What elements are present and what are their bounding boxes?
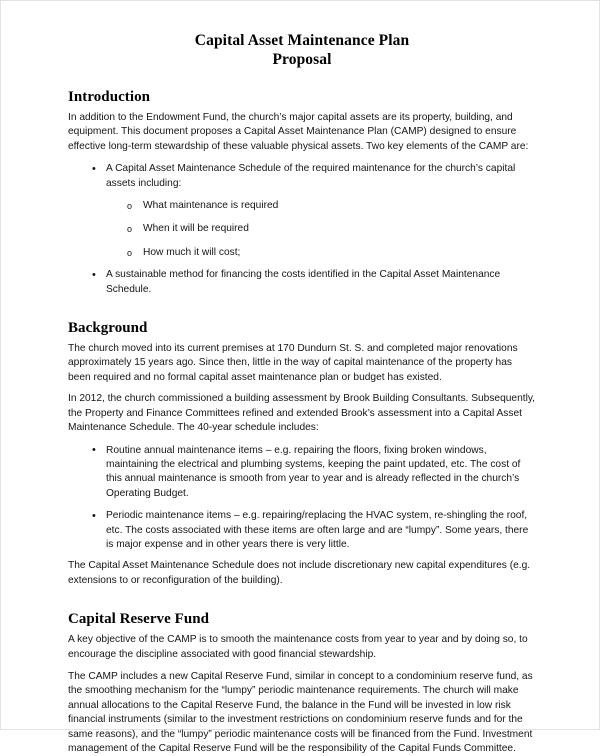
- background-paragraph-1: The church moved into its current premises at 170 Dundurn St. S. and completed major renovations approximately 15 years ago. Since then, little in the way of capital maintenance of the property has been required and no formal capital asset maintenance plan or budget has existed.: [68, 343, 518, 383]
- background-paragraph-2: In 2012, the church commissioned a building assessment by Brook Building Consultants. Subsequently, the Property and Finance Committees refined and extended Brook’s assessment into a Capital Asset Maintenance Schedule. The 40-year schedule includes:: [68, 393, 536, 434]
- background-bullet-list: [68, 444, 536, 553]
- introduction-subbullet-list: [106, 199, 536, 260]
- list-item: o How much it will cost;: [106, 246, 536, 260]
- list-item: • Periodic maintenance items – e.g. repairing/replacing the HVAC system, re-shingling the roof, etc. The costs associated with these items are often large and are “lumpy”. Some years, there is major expense and in other years there is very little.: [68, 509, 536, 552]
- capital-reserve-fund-paragraph-1: A key objective of the CAMP is to smooth the maintenance costs from year to year and by doing so, to encourage the discipline associated with good financial stewardship.: [68, 634, 528, 660]
- document-content: [1, 1, 599, 756]
- heading-introduction: Introduction: [68, 89, 151, 105]
- list-item: o When it will be required: [106, 222, 536, 236]
- list-item: • A sustainable method for financing the costs identified in the Capital Asset Maintenance Schedule.: [68, 268, 536, 297]
- document-title-line-1: Capital Asset Maintenance Plan: [194, 32, 410, 49]
- heading-background: Background: [68, 320, 148, 337]
- introduction-bullet-list: [68, 162, 536, 297]
- document-title: [68, 31, 536, 69]
- introduction-paragraph-1: In addition to the Endowment Fund, the church’s major capital assets are its property, building, and equipment. This document proposes a Capital Asset Maintenance Plan (CAMP) designed to ensure effective long-term stewardship of these valuable physical assets. Two key elements of the CAMP are:: [68, 112, 529, 152]
- list-item: • Routine annual maintenance items – e.g. repairing the floors, fixing broken windows, maintaining the electrical and plumbing systems, keeping the paint updated, etc. The cost of this annual maintenance is smooth from year to year and is already reflected in the church’s Operating Budget.: [68, 444, 536, 502]
- document-title-line-2: Proposal: [272, 51, 332, 68]
- introduction-bullet-1-text: A Capital Asset Maintenance Schedule of the required maintenance for the church’s capital assets including:: [106, 163, 516, 189]
- introduction-subbullet-wrapper: [106, 199, 536, 260]
- list-item: o What maintenance is required: [106, 199, 536, 213]
- capital-reserve-fund-paragraph-2: The CAMP includes a new Capital Reserve Fund, similar in concept to a condominium reserve fund, as the smoothing mechanism for the “lumpy” periodic maintenance requirements. The church will make annual allocations to the Capital Reserve Fund, the balance in the Fund will be invested in low risk financial instruments (similar to the investment restrictions on condominium reserve funds and for the same reasons), and the “lumpy” periodic maintenance costs will be financed from the Fund. Investment management of the Capital Reserve Fund will be the responsibility of the Capital Funds Committee.: [68, 670, 533, 754]
- list-item: [68, 162, 536, 260]
- heading-capital-reserve-fund: Capital Reserve Fund: [68, 611, 209, 628]
- background-paragraph-3: The Capital Asset Maintenance Schedule does not include discretionary new capital expenditures (e.g. extensions to or reconfiguration of the building).: [68, 560, 531, 586]
